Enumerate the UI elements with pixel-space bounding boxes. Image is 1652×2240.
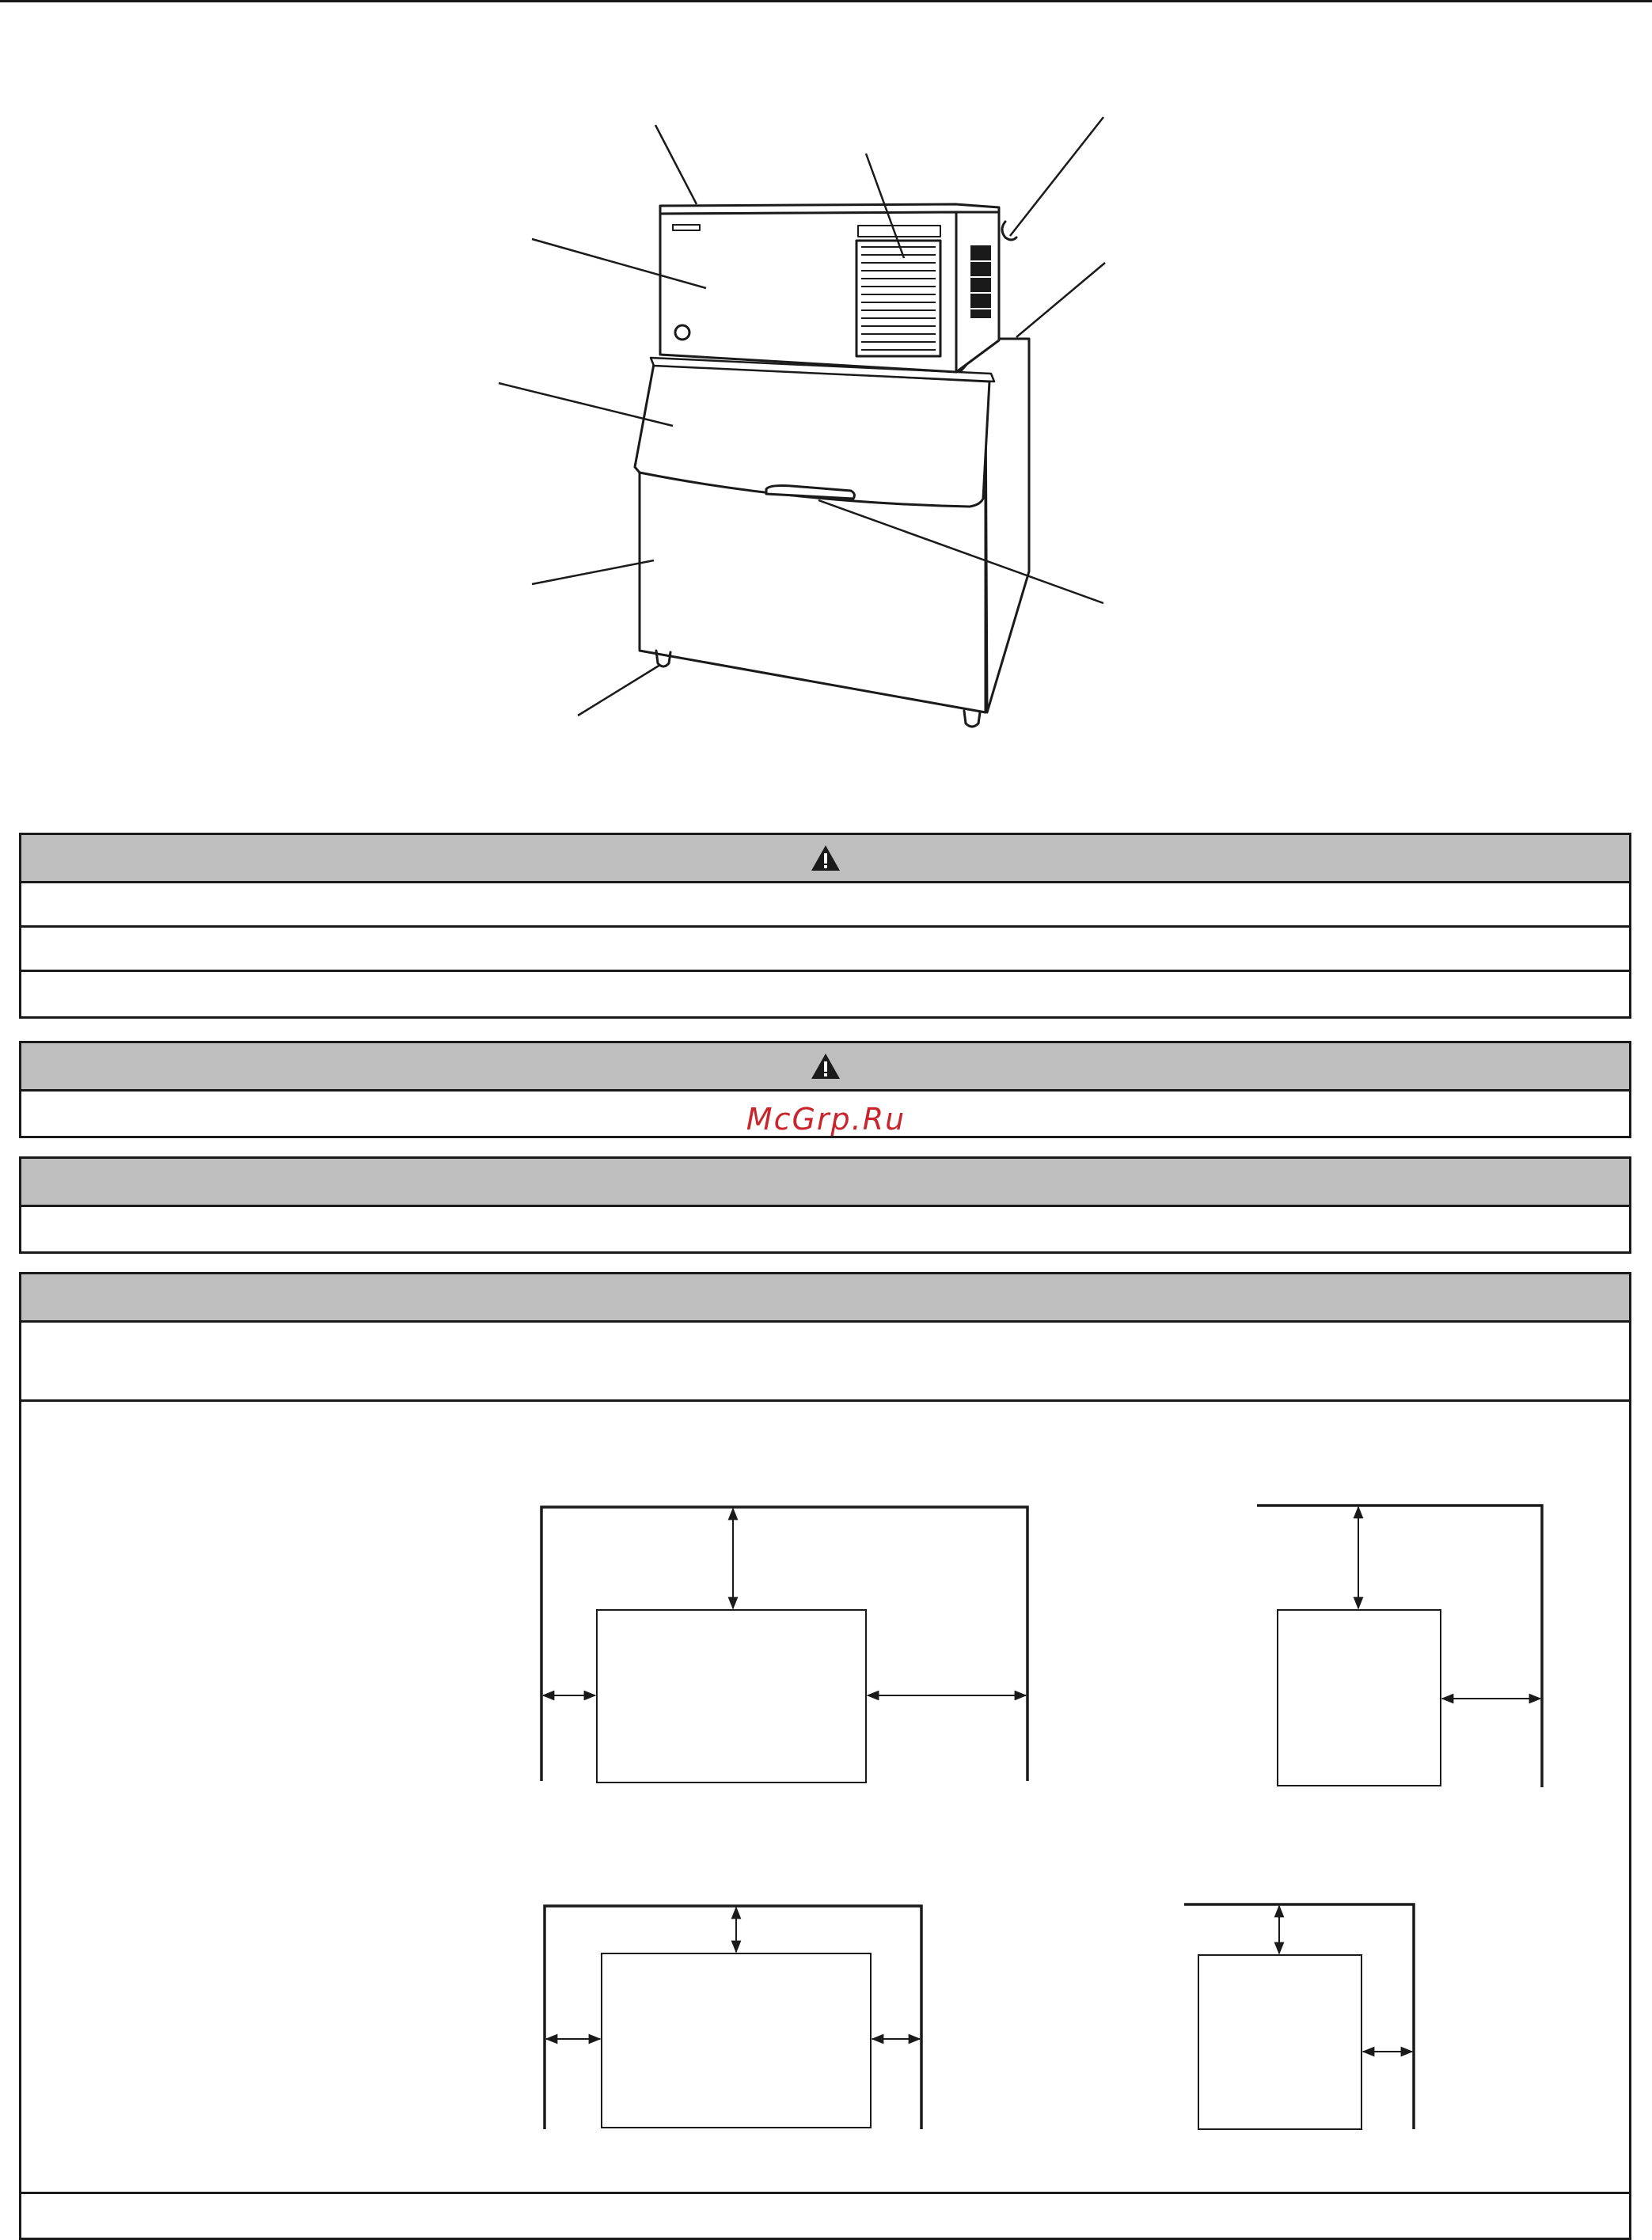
leader-leg — [578, 665, 660, 716]
ice-machine-illustration — [0, 0, 1652, 792]
leader-side — [1016, 263, 1105, 337]
bin-door — [635, 364, 989, 507]
bin-front-panel — [640, 473, 986, 712]
warning-triangle-icon — [810, 844, 841, 872]
leader-handle — [818, 500, 1103, 603]
leader-top-panel — [655, 125, 697, 204]
louver-label — [858, 226, 940, 237]
side-vent — [970, 245, 991, 318]
leader-water — [1010, 117, 1103, 236]
bin-leg-right — [964, 711, 980, 727]
warning-section-1 — [19, 833, 1631, 1019]
note-section — [19, 1156, 1631, 1254]
warning-band — [21, 1043, 1629, 1092]
clearance-footer-rule — [19, 2192, 1631, 2194]
louver-frame — [856, 241, 940, 356]
watermark: McGrp.Ru — [746, 1102, 906, 1137]
warning-band — [21, 835, 1629, 883]
warning-triangle-icon — [810, 1052, 841, 1080]
clearance-section — [19, 1272, 1631, 2240]
clearance-intro-row — [21, 1323, 1629, 1402]
leader-bin — [532, 560, 654, 584]
warning-row — [21, 928, 1629, 972]
warning-row — [21, 883, 1629, 928]
note-band — [21, 1159, 1629, 1207]
note-row — [21, 1207, 1629, 1251]
clearance-band — [21, 1274, 1629, 1323]
warning-row — [21, 972, 1629, 1016]
